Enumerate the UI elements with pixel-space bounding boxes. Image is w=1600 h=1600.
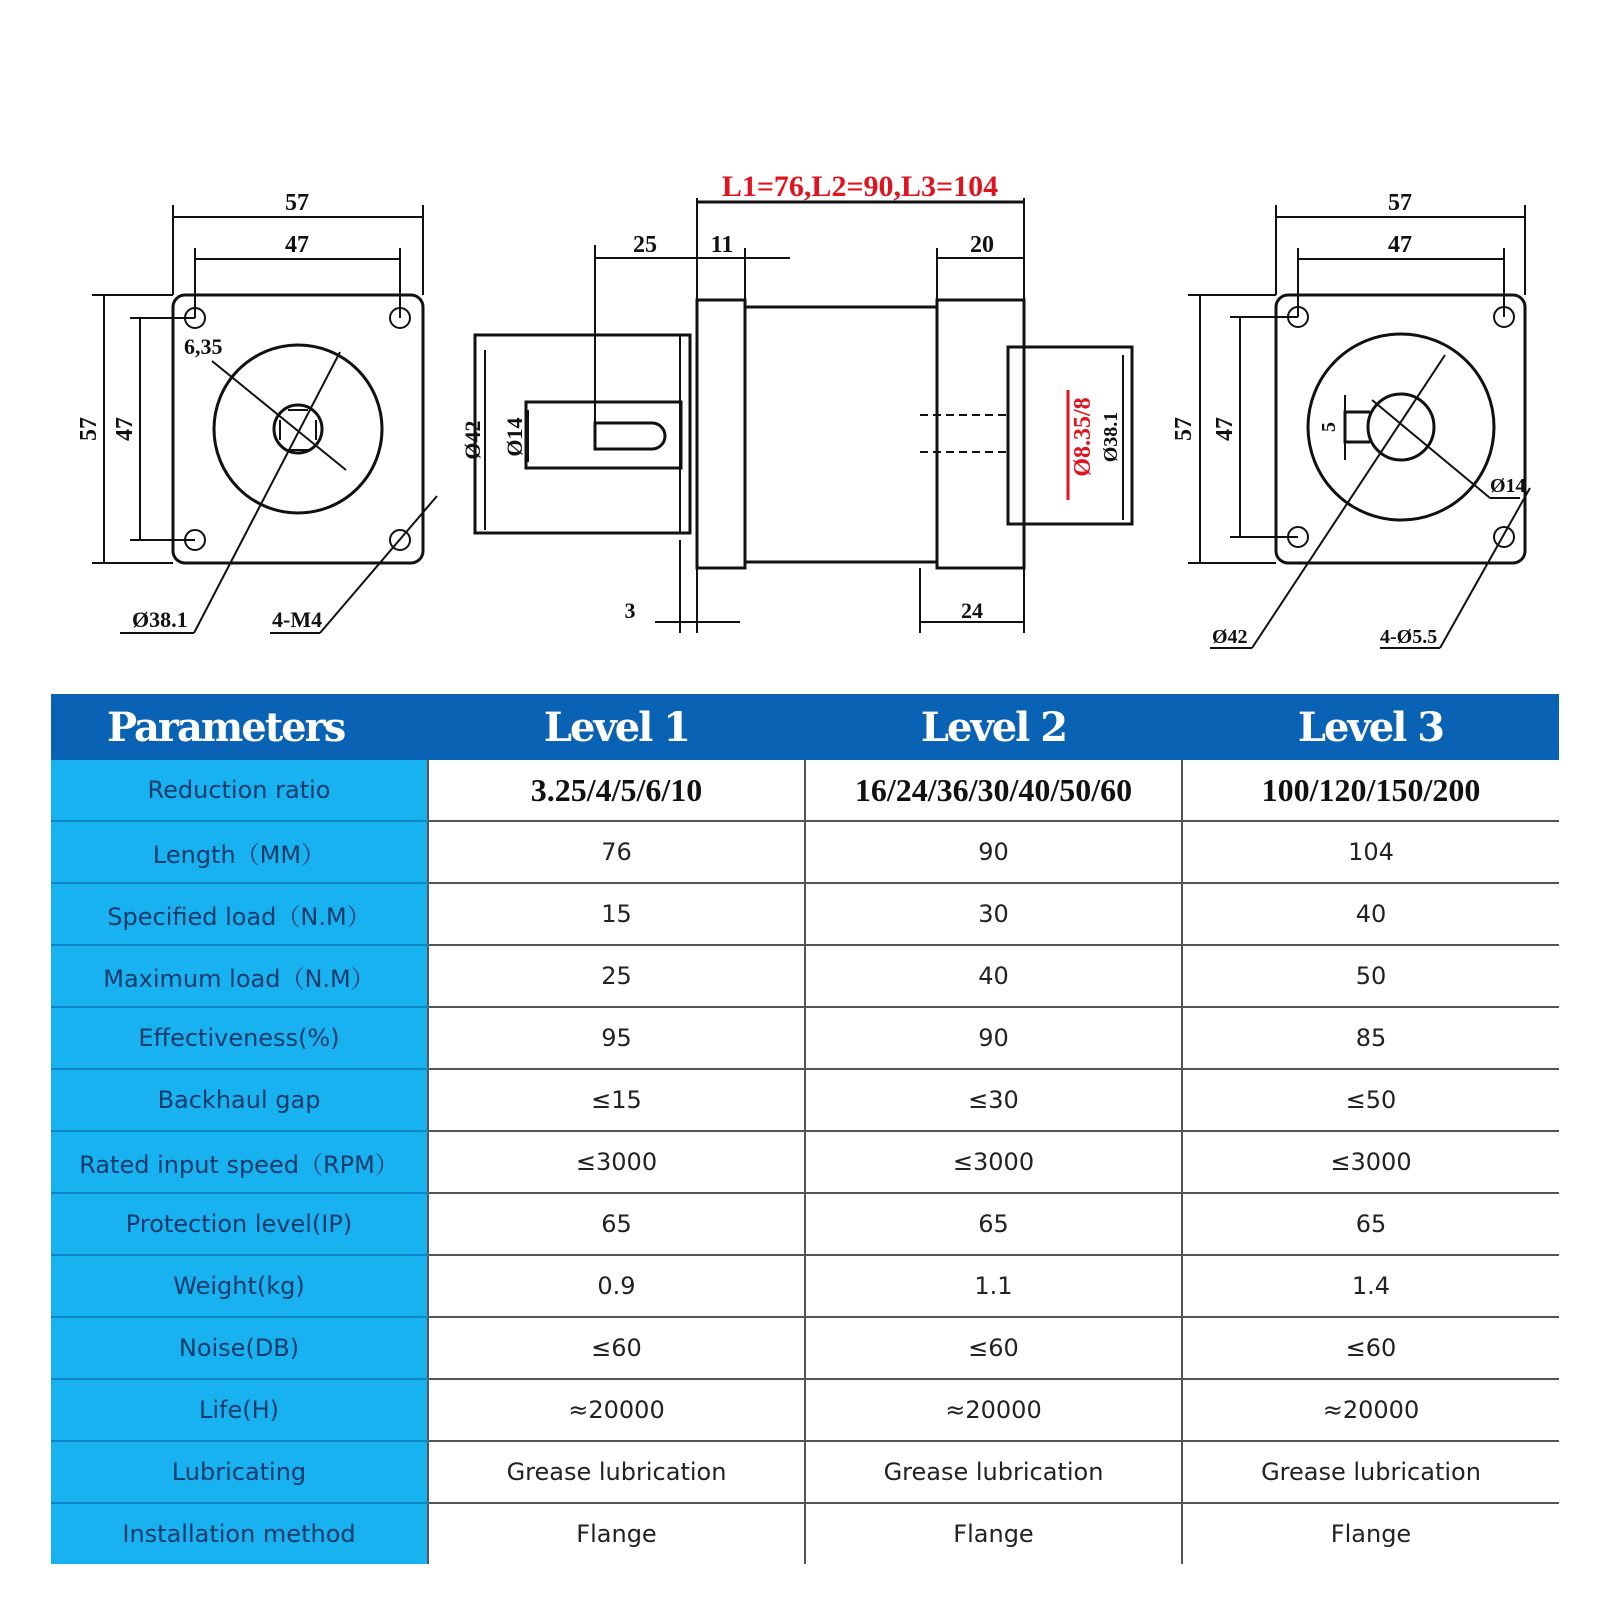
cell-level-3: ≤3000 bbox=[1182, 1131, 1559, 1193]
dim-mount-holes: 4-Ø5.5 bbox=[1380, 626, 1438, 648]
right-rear-view bbox=[1171, 190, 1530, 648]
cell-level-2: 16/24/36/30/40/50/60 bbox=[805, 760, 1182, 821]
table-row bbox=[51, 1379, 1559, 1441]
table-header-row bbox=[51, 694, 1559, 760]
cell-level-3: 50 bbox=[1182, 945, 1559, 1007]
row-label: Rated input speed（RPM） bbox=[51, 1131, 428, 1193]
mount-hole bbox=[1494, 527, 1514, 547]
cell-level-2: 40 bbox=[805, 945, 1182, 1007]
dim-flange-thickness: 11 bbox=[710, 232, 734, 258]
table-row bbox=[51, 1193, 1559, 1255]
cell-level-2: 1.1 bbox=[805, 1255, 1182, 1317]
cell-level-2: 90 bbox=[805, 1007, 1182, 1069]
cell-level-3: 1.4 bbox=[1182, 1255, 1559, 1317]
dim-boss-diameter: Ø38.1 bbox=[1100, 411, 1122, 463]
cell-level-2: Flange bbox=[805, 1503, 1182, 1564]
row-label: Weight(kg) bbox=[51, 1255, 428, 1317]
cell-level-1: 25 bbox=[428, 945, 805, 1007]
dim-input-bore: Ø8.35/8 bbox=[1070, 397, 1096, 477]
cell-level-1: ≤60 bbox=[428, 1317, 805, 1379]
technical-drawing bbox=[0, 0, 1600, 680]
dim-housing-diameter: Ø42 bbox=[460, 420, 485, 460]
dim-shaft-diameter: 6,35 bbox=[184, 334, 223, 359]
spec-table bbox=[51, 694, 1559, 1564]
cell-level-2: ≤60 bbox=[805, 1317, 1182, 1379]
table-row bbox=[51, 883, 1559, 945]
header-level-2: Level 2 bbox=[805, 694, 1182, 760]
dim-height-outer: 57 bbox=[1171, 417, 1197, 441]
dim-width-inner: 47 bbox=[1388, 232, 1412, 258]
cell-level-1: 15 bbox=[428, 883, 805, 945]
table-row bbox=[51, 1317, 1559, 1379]
cell-level-2: ≤3000 bbox=[805, 1131, 1182, 1193]
dim-boss-diameter: Ø38.1 bbox=[132, 607, 188, 632]
row-label: Effectiveness(%) bbox=[51, 1007, 428, 1069]
dim-width-inner: 47 bbox=[285, 232, 309, 258]
header-parameters: Parameters bbox=[51, 694, 428, 760]
cell-level-3: Grease lubrication bbox=[1182, 1441, 1559, 1503]
body bbox=[745, 307, 937, 562]
row-label: Protection level(IP) bbox=[51, 1193, 428, 1255]
dim-height-outer: 57 bbox=[76, 417, 102, 441]
dim-step: 3 bbox=[624, 598, 636, 623]
cell-level-2: ≈20000 bbox=[805, 1379, 1182, 1441]
dim-rear-length: 24 bbox=[961, 598, 983, 623]
cell-level-3: 104 bbox=[1182, 821, 1559, 883]
row-label: Lubricating bbox=[51, 1441, 428, 1503]
cell-level-3: Flange bbox=[1182, 1503, 1559, 1564]
dim-mount-holes: 4-M4 bbox=[272, 607, 323, 632]
dim-width-outer: 57 bbox=[1388, 190, 1412, 216]
table-row bbox=[51, 1069, 1559, 1131]
row-label: Installation method bbox=[51, 1503, 428, 1564]
cell-level-2: ≤30 bbox=[805, 1069, 1182, 1131]
cell-level-3: ≤60 bbox=[1182, 1317, 1559, 1379]
header-level-1: Level 1 bbox=[428, 694, 805, 760]
table-row bbox=[51, 1503, 1559, 1564]
keyway bbox=[1345, 412, 1370, 442]
cell-level-1: 95 bbox=[428, 1007, 805, 1069]
cell-level-1: ≤15 bbox=[428, 1069, 805, 1131]
cell-level-2: 30 bbox=[805, 883, 1182, 945]
table-row bbox=[51, 945, 1559, 1007]
table-row bbox=[51, 821, 1559, 883]
cell-level-1: Grease lubrication bbox=[428, 1441, 805, 1503]
length-formula: L1=76,L2=90,L3=104 bbox=[721, 170, 999, 203]
row-label: Reduction ratio bbox=[51, 760, 428, 821]
cell-level-1: ≤3000 bbox=[428, 1131, 805, 1193]
cell-level-3: 40 bbox=[1182, 883, 1559, 945]
cell-level-3: 65 bbox=[1182, 1193, 1559, 1255]
dim-height-inner: 47 bbox=[112, 417, 138, 441]
cell-level-3: 85 bbox=[1182, 1007, 1559, 1069]
dim-width-outer: 57 bbox=[285, 190, 309, 216]
cell-level-1: 3.25/4/5/6/10 bbox=[428, 760, 805, 821]
dim-rear-flange: 20 bbox=[970, 232, 994, 258]
row-label: Noise(DB) bbox=[51, 1317, 428, 1379]
keyway bbox=[595, 423, 665, 449]
row-label: Specified load（N.M） bbox=[51, 883, 428, 945]
cell-level-1: Flange bbox=[428, 1503, 805, 1564]
row-label: Maximum load（N.M） bbox=[51, 945, 428, 1007]
table-row bbox=[51, 1255, 1559, 1317]
table-row bbox=[51, 1441, 1559, 1503]
header-level-3: Level 3 bbox=[1182, 694, 1559, 760]
dim-bore-diameter: Ø14 bbox=[1490, 475, 1526, 497]
output-shaft bbox=[526, 402, 681, 468]
cell-level-1: 65 bbox=[428, 1193, 805, 1255]
row-label: Length（MM） bbox=[51, 821, 428, 883]
dim-key-width: 5 bbox=[1318, 422, 1340, 432]
table-row bbox=[51, 1131, 1559, 1193]
flange-rear bbox=[937, 300, 1024, 568]
table-row bbox=[51, 760, 1559, 821]
row-label: Life(H) bbox=[51, 1379, 428, 1441]
row-label: Backhaul gap bbox=[51, 1069, 428, 1131]
cell-level-3: ≤50 bbox=[1182, 1069, 1559, 1131]
dim-shaft-diameter: Ø14 bbox=[502, 417, 527, 457]
side-view bbox=[460, 170, 1132, 633]
boss-circle bbox=[214, 345, 382, 513]
dim-shaft-length: 25 bbox=[633, 232, 657, 258]
cell-level-2: 65 bbox=[805, 1193, 1182, 1255]
dim-boss-diameter: Ø42 bbox=[1212, 626, 1248, 648]
cell-level-1: 76 bbox=[428, 821, 805, 883]
dim-height-inner: 47 bbox=[1212, 417, 1238, 441]
cell-level-2: Grease lubrication bbox=[805, 1441, 1182, 1503]
cell-level-3: ≈20000 bbox=[1182, 1379, 1559, 1441]
cell-level-1: 0.9 bbox=[428, 1255, 805, 1317]
flange-front bbox=[697, 300, 745, 568]
table-row bbox=[51, 1007, 1559, 1069]
cell-level-2: 90 bbox=[805, 821, 1182, 883]
cell-level-3: 100/120/150/200 bbox=[1182, 760, 1559, 821]
left-front-view bbox=[76, 190, 437, 633]
cell-level-1: ≈20000 bbox=[428, 1379, 805, 1441]
